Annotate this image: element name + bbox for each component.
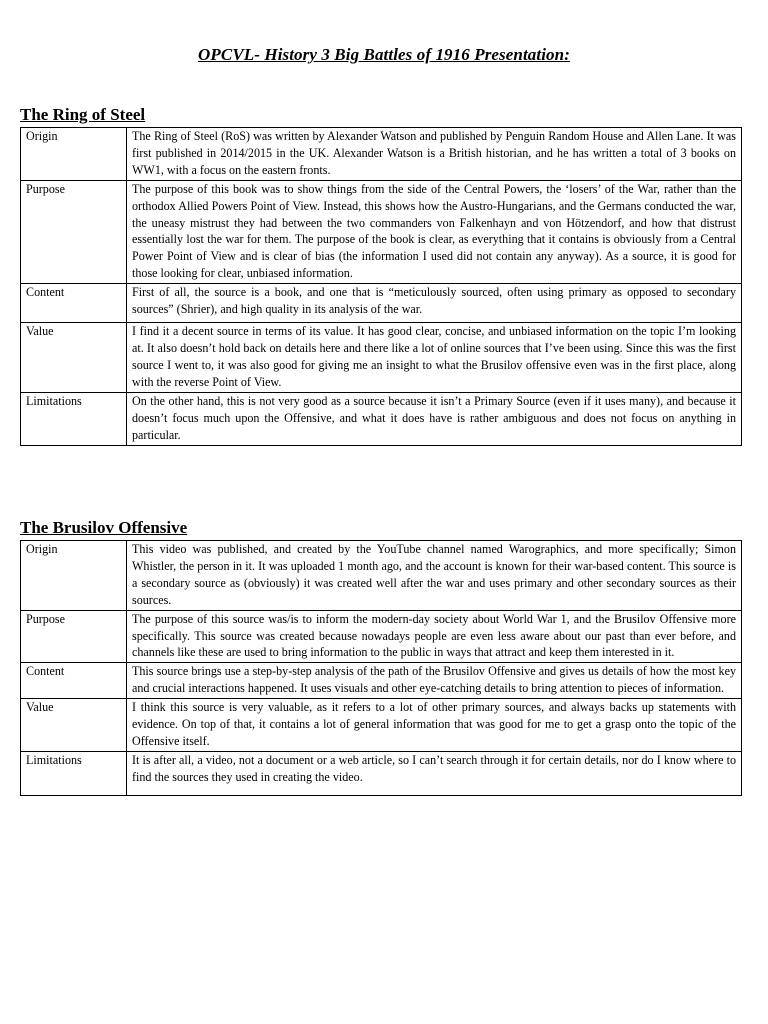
row-label-purpose: Purpose [21,180,127,283]
section-heading-brusilov-offensive: The Brusilov Offensive [20,518,188,537]
table-row [21,180,742,283]
row-label-origin: Origin [21,128,127,181]
row-text-purpose: The purpose of this book was to show things from the side of the Central Powers, the ‘losers’ of the War, rather than the orthodox Allied Powers Point of View. Instead, this shows how the Austro-Hungarians, and the Germans conducted the war, the uneasy mistrust they had between the two commanders von Falkenhayn and von Hötzendorf, and how that distrust essentially lost the war for them. The purpose of the book is clear, as everything that it contains is obviously from a Central Power Point of View and is clear of bias (the information I used did not contain any anyway). As a source, it is good for those looking for clear, unbiased information. [127,180,742,283]
table-row [21,392,742,445]
row-label-content: Content [21,284,127,323]
row-label-value: Value [21,699,127,752]
document-title: OPCVL- History 3 Big Battles of 1916 Presentation: [198,45,570,64]
row-text-content: This source brings use a step-by-step analysis of the path of the Brusilov Offensive and gives us details of how the most key and crucial interactions happened. It uses visuals and other eye-catching details to bring attention to pieces of information. [127,663,742,699]
row-label-origin: Origin [21,541,127,611]
row-text-content: First of all, the source is a book, and one that is “meticulously sourced, often using primary as opposed to secondary sources” (Shrier), and high quality in its analysis of the war. [127,284,742,323]
table-row [21,541,742,611]
table-row [21,663,742,699]
row-label-limitations: Limitations [21,751,127,795]
table-row [21,128,742,181]
row-text-limitations: On the other hand, this is not very good as a source because it isn’t a Primary Source (even if it uses many), and because it doesn’t focus much upon the Offensive, and what it does have is rather ambiguous and does not focus on anything in particular. [127,392,742,445]
table-row [21,699,742,752]
opcvl-table-brusilov-offensive [20,540,742,796]
section-heading-ring-of-steel: The Ring of Steel [20,105,146,124]
row-text-origin: The Ring of Steel (RoS) was written by Alexander Watson and published by Penguin Random House and Allen Lane. It was first published in 2014/2015 in the UK. Alexander Watson is a British historian, and he has written a total of 3 books on WW1, with a focus on the eastern fronts. [127,128,742,181]
row-label-purpose: Purpose [21,610,127,663]
row-text-purpose: The purpose of this source was/is to inform the modern-day society about World War 1, and the Brusilov Offensive more specifically. This source was created because nowadays people are even less aware about our past than ever before, and channels like these are used to bring information to the public in ways that attract and keep them interested in it. [127,610,742,663]
row-label-limitations: Limitations [21,392,127,445]
table-row [21,610,742,663]
table-row [21,323,742,393]
row-label-content: Content [21,663,127,699]
row-text-origin: This video was published, and created by the YouTube channel named Warographics, and more specifically; Simon Whistler, the person in it. It was uploaded 1 month ago, and the account is known for their war-based content. This source is a secondary source as (obviously) it was created well after the war and uses primary and other secondary sources as their sources. [127,541,742,611]
row-text-value: I find it a decent source in terms of its value. It has good clear, concise, and unbiased information on the topic I’m looking at. It also doesn’t hold back on details here and there like a lot of online sources that I’ve been using. Since this was the first source I went to, it was also good for giving me an insight to what the Brusilov offensive even was in the first place, along with the reverse Point of View. [127,323,742,393]
opcvl-table-ring-of-steel [20,127,742,446]
row-text-value: I think this source is very valuable, as it refers to a lot of other primary sources, and always backs up statements with evidence. On top of that, it contains a lot of general information that was good for me to get a grasp onto the topic of the Offensive itself. [127,699,742,752]
row-text-limitations: It is after all, a video, not a document or a web article, so I can’t search through it for certain details, nor do I know where to find the sources they used in creating the video. [127,751,742,795]
table-row [21,284,742,323]
table-row [21,751,742,795]
row-label-value: Value [21,323,127,393]
